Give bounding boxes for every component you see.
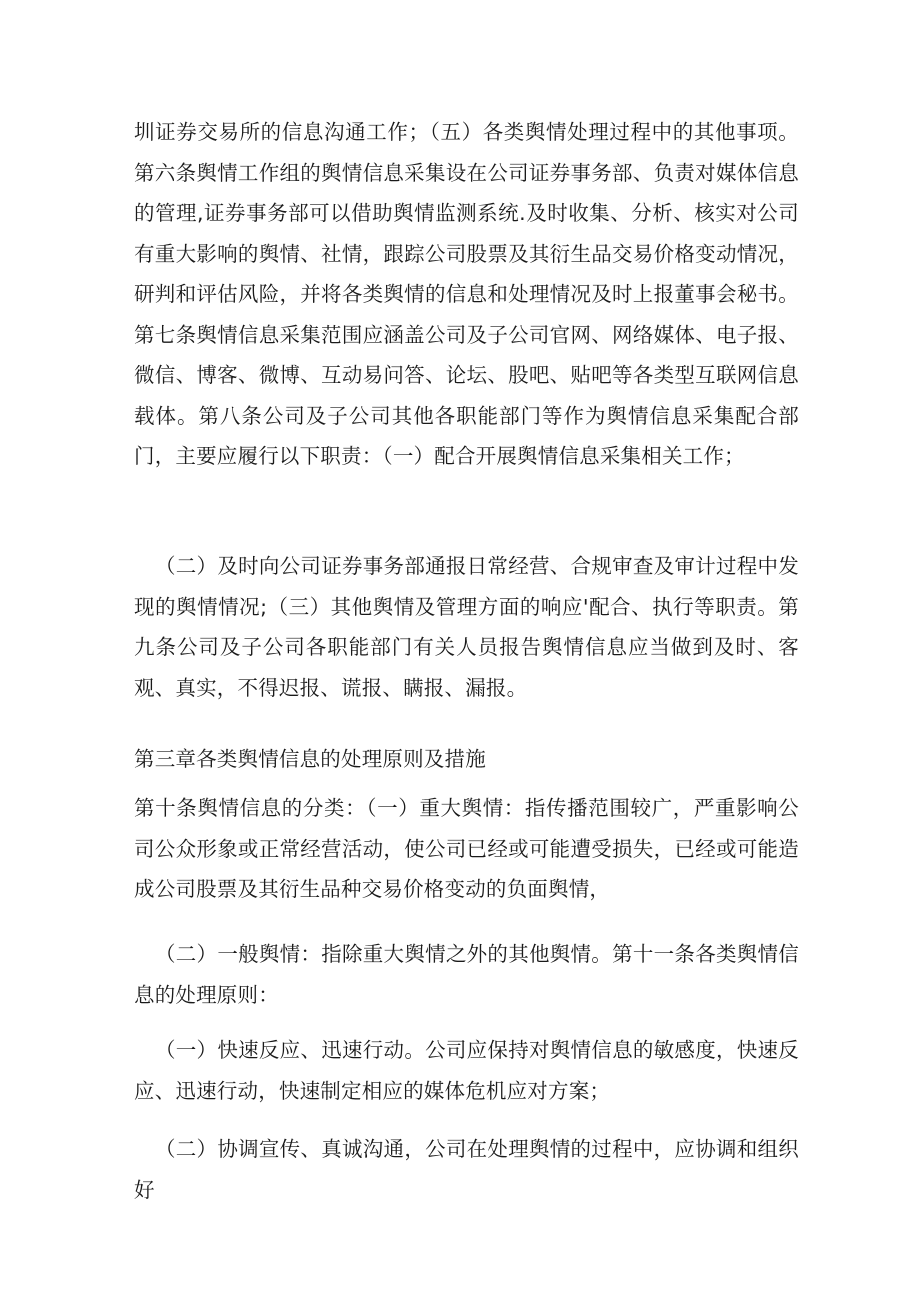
paragraph-6: （二）协调宣传、真诚沟通，公司在处理舆情的过程中，应协调和组织好 bbox=[134, 1137, 799, 1202]
paragraph-1: 圳证券交易所的信息沟通工作；（五）各类舆情处理过程中的其他事项。第六条舆情工作组的舆情信息采集设在公司证券事务部、负责对媒体信息的管理,证券事务部可以借助舆情监测系统.及时收集、分析、核实对公司有重大影响的舆情、社情，跟踪公司股票及其衍生品交易价格变动情况，研判和评估风险，并将各类舆情的信息和处理情况及时上报董事会秘书。第七条舆情信息采集范围应涵盖公司及子公司官网、网络媒体、电子报、微信、博客、微博、互动易问答、论坛、股吧、贴吧等各类型互联网信息载体。第八条公司及子公司其他各职能部门等作为舆情信息采集配合部门，主要应履行以下职责：（一）配合开展舆情信息采集相关工作； bbox=[134, 120, 799, 468]
paragraph-3: 第十条舆情信息的分类：（一）重大舆情：指传播范围较广，严重影响公司公众形象或正常经营活动，使公司已经或可能遭受损失，已经或可能造成公司股票及其衍生品种交易价格变动的负面舆情， bbox=[134, 796, 799, 901]
paragraph-5: （一）快速反应、迅速行动。公司应保持对舆情信息的敏感度，快速反应、迅速行动，快速制定相应的媒体危机应对方案； bbox=[134, 1038, 799, 1103]
paragraph-4: （二）一般舆情：指除重大舆情之外的其他舆情。第十一条各类舆情信息的处理原则： bbox=[134, 942, 799, 1007]
chapter-heading: 第三章各类舆情信息的处理原则及措施 bbox=[134, 747, 486, 771]
paragraph-2: （二）及时向公司证券事务部通报日常经营、合规审查及审计过程中发现的舆情情况;（三）其他舆情及管理方面的响应'配合、执行等职责。第九条公司及子公司各职能部门有关人员报告舆情信息应当做到及时、客观、真实，不得迟报、谎报、瞒报、漏报。 bbox=[134, 554, 799, 700]
